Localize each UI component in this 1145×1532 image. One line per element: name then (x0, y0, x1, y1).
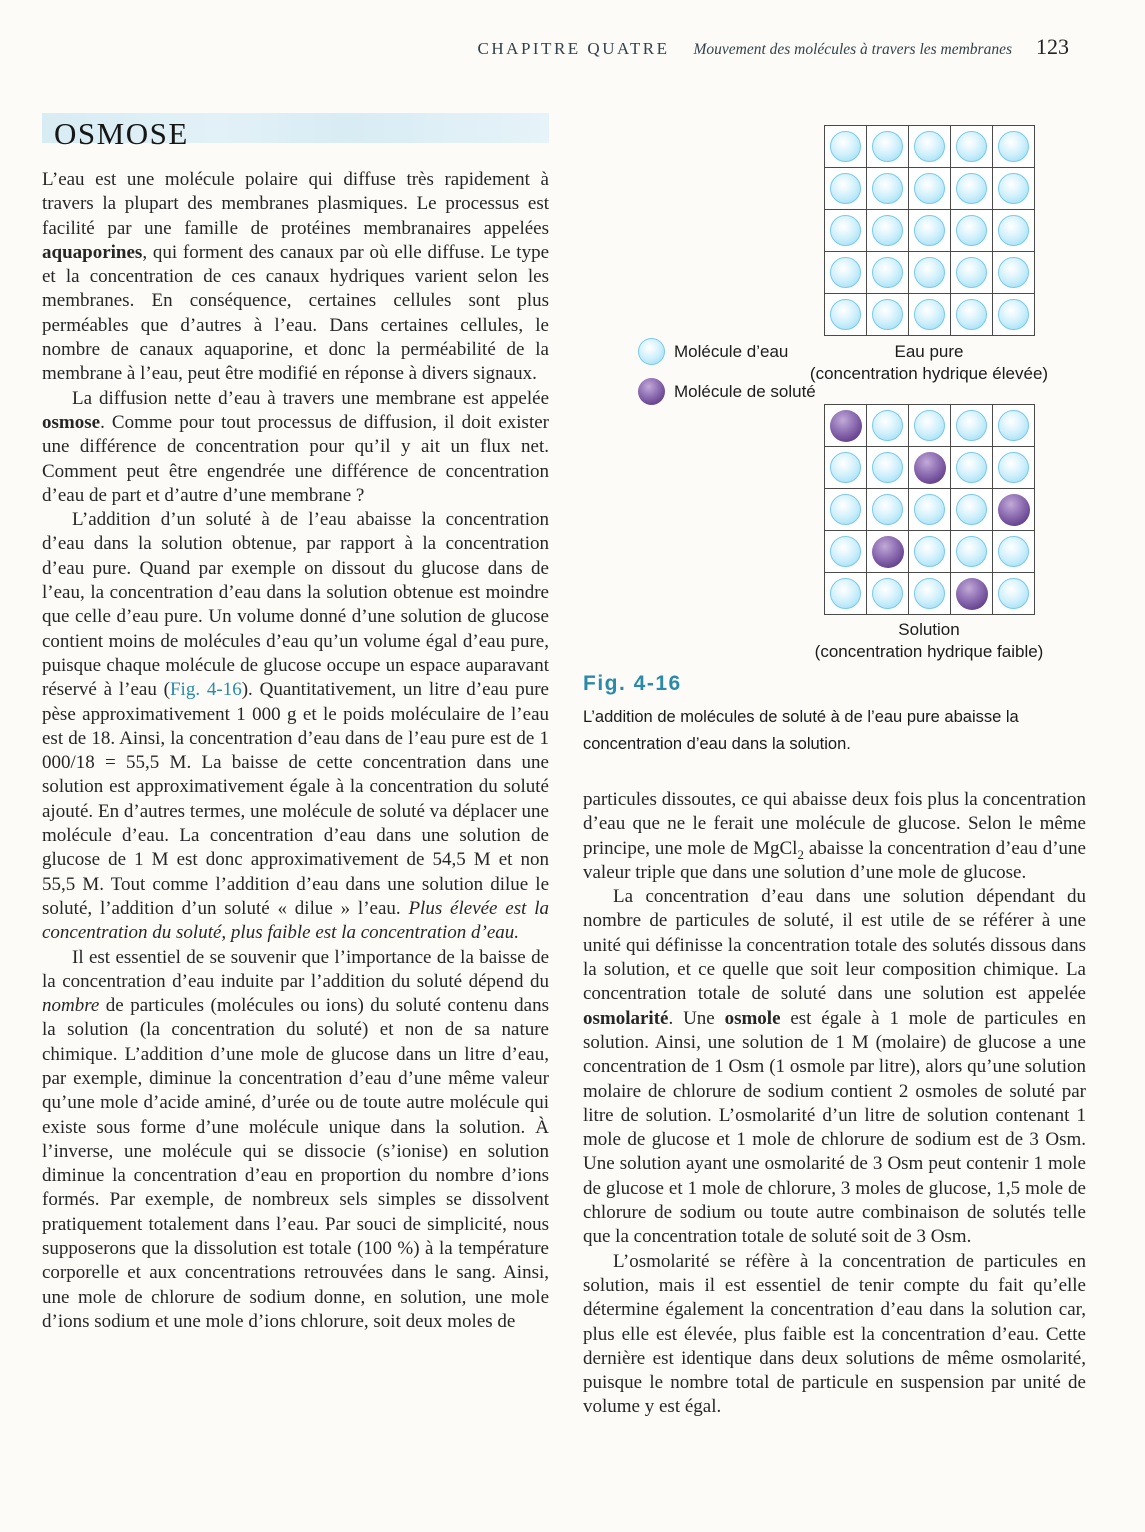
water-molecule (956, 452, 987, 483)
solute-molecule (956, 578, 988, 610)
water-molecule (914, 215, 945, 246)
pure-water-caption-line2: (concentration hydrique élevée) (809, 363, 1049, 383)
water-molecule (914, 494, 945, 525)
grid-cell (867, 294, 908, 335)
paragraph (42, 387, 549, 508)
grid-cell (825, 252, 866, 293)
grid-cell (993, 252, 1034, 293)
water-molecule-icon (638, 338, 665, 365)
text-run: osmolarité (583, 1007, 669, 1029)
grid-cell (993, 531, 1034, 572)
water-molecule (872, 410, 903, 441)
grid-cell (867, 573, 908, 614)
page-header (478, 34, 1069, 60)
water-molecule (914, 578, 945, 609)
grid-cell (909, 531, 950, 572)
grid-cell (867, 531, 908, 572)
water-molecule (998, 299, 1029, 330)
grid-cell (993, 489, 1034, 530)
solute-molecule (998, 494, 1030, 526)
text-run: L’addition d’un soluté à de l’eau abaisse la concentration d’eau dans la solution obtenue, par rapport à la concentration d’eau pure. Quand par exemple on dissout du glucose dans de l’eau, la concentration d’eau dans la solution obtenue est moindre que celle d’eau pure. Un volume donné d’une solution de glucose contient moins de molécules d’eau qu’un volume égal d’eau pure, puisque chaque molécule de glucose occupe un espace auparavant réservé à l’eau ( (42, 509, 549, 701)
water-molecule (998, 452, 1029, 483)
text-run: osmole (724, 1007, 781, 1029)
grid-cell (825, 168, 866, 209)
grid-cell (867, 252, 908, 293)
water-molecule (998, 173, 1029, 204)
left-column (42, 112, 549, 1334)
grid-cell (993, 447, 1034, 488)
section-title: OSMOSE (54, 116, 189, 151)
right-column (583, 112, 1086, 1420)
text-run: abaisse la concentration d’eau d’une valeur triple que dans une solution d’une mole de glucose. (583, 837, 1086, 883)
text-run: La diffusion nette d’eau à travers une membrane est appelée (72, 387, 549, 409)
water-molecule (914, 299, 945, 330)
text-run: est égale à 1 mole de particules en solution. Ainsi, une solution de 1 M (molaire) de glucose a une concentration de 1 Osm (1 osmole par litre), alors qu’une solution molaire de chlorure de sodium contient 2 osmoles de soluté par litre de solution. L’osmolarité d’un litre de solution contenant 1 mole de glucose et 1 mole de chlorure de sodium est de 3 Osm. Une solution ayant une osmolarité de 3 Osm peut contenir 1 mole de glucose et 1 mole de chlorure, 3 moles de glucose, 1,5 mole de chlorure de sodium ou toute autre combinaison de solutés telle que la concentration totale de soluté soit de 3 Osm. (583, 1007, 1086, 1248)
paragraph (583, 788, 1086, 885)
text-run: La concentration d’eau dans une solution dépendant du nombre de particules de soluté, il est utile de se référer à une unité qui définisse la concentration totale des solutés dissous dans la solution, et ce quelle que soit leur composition chimique. La concentration totale de soluté dans une solution est appelée (583, 886, 1086, 1005)
grid-cell (867, 489, 908, 530)
grid-cell (825, 126, 866, 167)
figure-caption: L’addition de molécules de soluté à de l’eau pure abaisse la concentration d’eau dans la solution. (583, 708, 1019, 753)
grid-cell (993, 294, 1034, 335)
text-run: , qui forment des canaux par où elle diffuse. Le type et la concentration de ces canaux hydriques varient selon les membranes. En conséquence, certaines cellules sont plus perméables que d’autres à l’eau. Dans certaines cellules, le nombre de canaux aquaporine, et donc la perméabilité de la membrane à l’eau, peut être modifié en réponse à divers signaux. (42, 241, 549, 385)
grid-cell (951, 405, 992, 446)
water-molecule (956, 257, 987, 288)
text-run: 2 (797, 846, 804, 862)
figure-label: Fig. 4-16 (583, 672, 682, 695)
text-run: Plus élevée est la concentration du soluté, plus faible est la concentration d’eau. (42, 897, 550, 944)
grid-cell (909, 210, 950, 251)
water-molecule (830, 173, 861, 204)
water-molecule (872, 257, 903, 288)
solution-grid (824, 404, 1035, 615)
grid-cell (951, 489, 992, 530)
grid-cell (951, 447, 992, 488)
figure-reference: Fig. 4-16 (169, 679, 242, 701)
water-molecule (956, 215, 987, 246)
legend-label-solute: Molécule de soluté (674, 381, 816, 401)
text-run: . Comme pour tout processus de diffusion, il doit exister une différence de concentration pour qu’il y ait un flux net. Comment peut être engendrée une différence de concentration d’eau de part et d’autre d’une membrane ? (42, 411, 549, 506)
water-molecule (914, 173, 945, 204)
water-molecule (956, 299, 987, 330)
grid-cell (951, 126, 992, 167)
water-molecule (872, 131, 903, 162)
text-run: nombre (42, 995, 100, 1017)
water-molecule (872, 578, 903, 609)
water-molecule (956, 536, 987, 567)
grid-cell (993, 168, 1034, 209)
text-run: L’osmolarité se réfère à la concentration de particules en solution, mais il est essentiel de tenir compte du fait qu’elle détermine également la concentration d’eau dans la solution car, plus elle est élevée, plus faible est la concentration d’eau. Cette dernière est identique dans deux solutions de même osmolarité, puisque le nombre total de particule en suspension par unité de volume y est égal. (583, 1250, 1086, 1418)
solute-molecule (872, 536, 904, 568)
grid-cell (825, 447, 866, 488)
grid-cell (867, 447, 908, 488)
grid-cell (909, 447, 950, 488)
grid-cell (951, 573, 992, 614)
grid-cell (993, 210, 1034, 251)
pure-water-caption (749, 341, 1109, 384)
water-molecule (998, 410, 1029, 441)
grid-cell (909, 573, 950, 614)
text-run: particules dissoutes, ce qui abaisse deux fois plus la concentration d’eau que ne le ferait une molécule de glucose. Selon le même principe, une mole de MgCl (583, 789, 1086, 859)
text-run: . Une (668, 1007, 725, 1029)
solute-molecule (830, 410, 862, 442)
grid-cell (951, 531, 992, 572)
grid-cell (909, 489, 950, 530)
paragraph (42, 946, 549, 1335)
grid-cell (867, 405, 908, 446)
water-molecule (914, 410, 945, 441)
water-molecule (998, 215, 1029, 246)
grid-cell (825, 405, 866, 446)
text-run: de particules (molécules ou ions) du soluté contenu dans la solution (la concentration du soluté) et non de sa nature chimique. L’addition d’une mole de glucose dans un litre d’eau, par exemple, diminue la concentration d’eau d’une même valeur qu’une mole d’acide aminé, d’urée ou de toute autre molécule qui existe sous forme d’une molécule unique dans la solution. À l’inverse, une molécule qui se dissocie (s’ionise) en solution diminue la concentration d’eau en proportion du nombre d’ions formés. Par exemple, de nombreux sels simples se dissolvent pratiquement totalement dans l’eau. Par souci de simplicité, nous supposerons que la dissolution est totale (100 %) à la température corporelle et aux concentrations retrouvées dans le sang. Ainsi, une mole de chlorure de sodium donne, en solution, une mole d’ions sodium et une mole d’ions chlorure, soit deux moles de (42, 995, 549, 1332)
paragraph (583, 1250, 1086, 1420)
page-number: 123 (1036, 34, 1069, 59)
text-run: ). Quantitativement, un litre d’eau pure pèse approximativement 1 000 g et le poids moléculaire de l’eau est de 18. Ainsi, la concentration d’eau dans de l’eau pure est de 1 000/18 = 55,5 M. La baisse de cette concentration dans une solution est approximativement égale à la concentration du soluté ajouté. En d’autres termes, une molécule de soluté va déplacer une molécule d’eau. La concentration d’eau dans une solution de glucose de 1 M est donc approximativement de 54,5 M et non 55,5 M. Tout comme l’addition d’eau dans une solution dilue le soluté, l’addition d’un soluté « dilue » l’eau. (42, 679, 549, 919)
grid-cell (867, 210, 908, 251)
water-molecule (956, 494, 987, 525)
paragraph (42, 168, 549, 387)
water-molecule (998, 536, 1029, 567)
water-molecule (830, 536, 861, 567)
text-run: osmose (42, 411, 101, 433)
water-molecule (830, 215, 861, 246)
grid-cell (951, 210, 992, 251)
water-molecule (872, 173, 903, 204)
solute-molecule (914, 452, 946, 484)
figure-4-16 (583, 112, 1086, 788)
solute-molecule-icon (638, 378, 665, 405)
grid-cell (993, 405, 1034, 446)
grid-cell (825, 489, 866, 530)
paragraph (42, 508, 549, 945)
solution-caption (749, 619, 1109, 662)
grid-cell (825, 531, 866, 572)
grid-cell (909, 126, 950, 167)
pure-water-grid (824, 125, 1035, 336)
water-molecule (872, 452, 903, 483)
water-molecule (872, 494, 903, 525)
water-molecule (872, 299, 903, 330)
paragraph (583, 885, 1086, 1249)
water-molecule (830, 257, 861, 288)
text-run: L’eau est une molécule polaire qui diffuse très rapidement à travers la plupart des membranes plasmiques. Le processus est facilité par une famille de protéines membranaires appelées (42, 169, 549, 239)
water-molecule (830, 452, 861, 483)
section-header (42, 112, 549, 168)
water-molecule (998, 131, 1029, 162)
water-molecule (914, 131, 945, 162)
chapter-title: CHAPITRE QUATRE (477, 39, 670, 58)
water-molecule (830, 494, 861, 525)
text-run: aquaporines (42, 241, 143, 263)
water-molecule (956, 131, 987, 162)
chapter-subtitle: Mouvement des molécules à travers les membranes (693, 41, 1012, 58)
grid-cell (867, 168, 908, 209)
grid-cell (825, 573, 866, 614)
water-molecule (914, 536, 945, 567)
water-molecule (998, 578, 1029, 609)
pure-water-caption-line1: Eau pure (894, 342, 964, 361)
right-column-text (583, 788, 1086, 1420)
grid-cell (909, 252, 950, 293)
grid-cell (909, 405, 950, 446)
water-molecule (830, 131, 861, 162)
water-molecule (956, 410, 987, 441)
grid-cell (909, 168, 950, 209)
text-run: Il est essentiel de se souvenir que l’importance de la baisse de la concentration d’eau induite par l’addition du soluté dépend du (42, 946, 549, 992)
grid-cell (825, 210, 866, 251)
water-molecule (914, 257, 945, 288)
grid-cell (951, 252, 992, 293)
solution-caption-line1: Solution (898, 620, 960, 639)
grid-cell (867, 126, 908, 167)
grid-cell (993, 573, 1034, 614)
left-column-text (42, 168, 549, 1334)
grid-cell (909, 294, 950, 335)
water-molecule (998, 257, 1029, 288)
grid-cell (951, 168, 992, 209)
grid-cell (993, 126, 1034, 167)
water-molecule (872, 215, 903, 246)
water-molecule (830, 578, 861, 609)
legend-label-water: Molécule d’eau (674, 341, 789, 361)
solution-caption-line2: (concentration hydrique faible) (814, 641, 1044, 661)
grid-cell (951, 294, 992, 335)
grid-cell (825, 294, 866, 335)
water-molecule (830, 299, 861, 330)
water-molecule (956, 173, 987, 204)
